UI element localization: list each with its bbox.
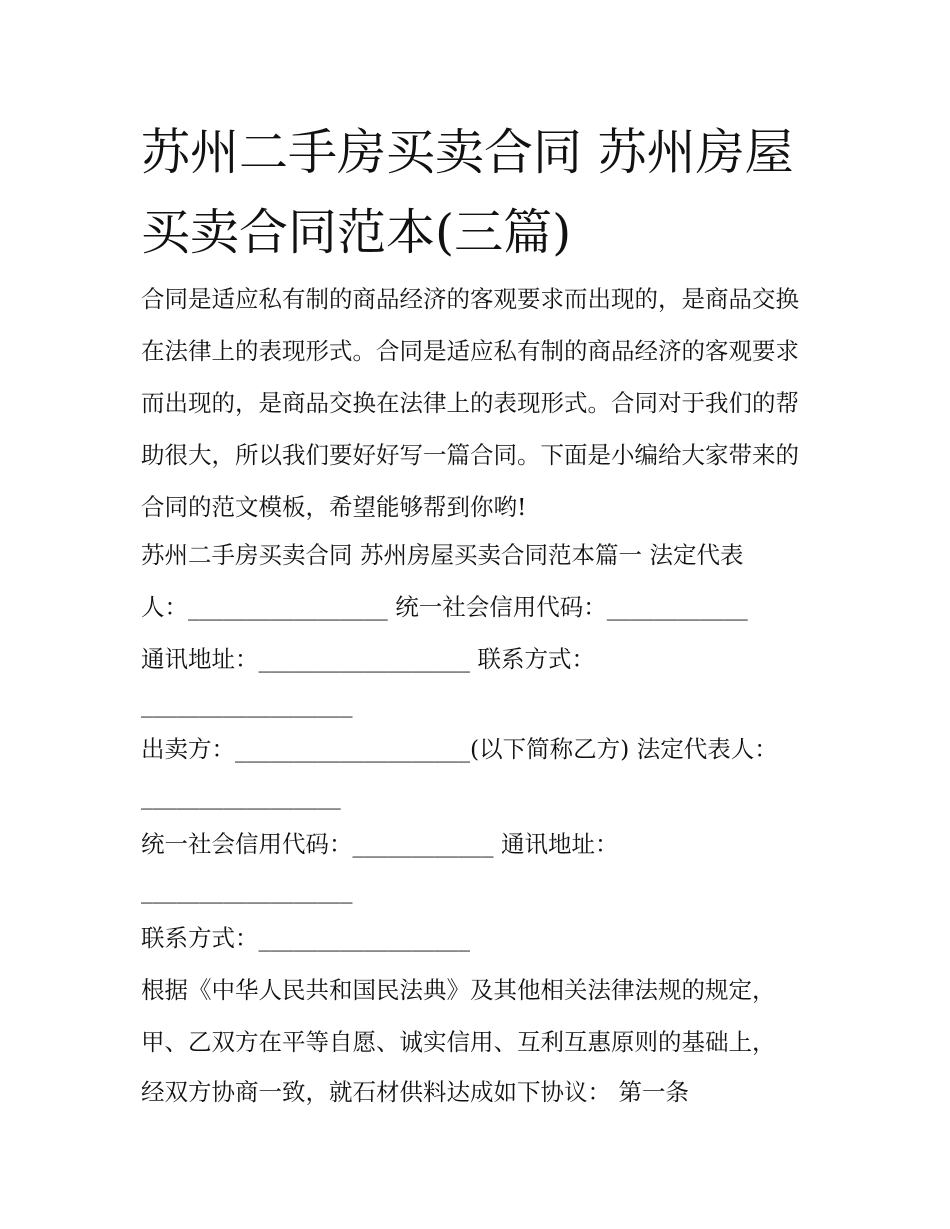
contract-line: 苏州二手房买卖合同 苏州房屋买卖合同范本篇一 法定代表 <box>141 541 744 569</box>
contract-line: 经双方协商一致，就石材供料达成如下协议： 第一条 <box>141 1078 689 1106</box>
contract-line: 通讯地址：__________________ 联系方式： <box>141 645 595 673</box>
contract-line: __________________ <box>141 876 353 904</box>
contract-line: 联系方式：__________________ <box>141 924 470 952</box>
contract-line: 出卖方：____________________(以下简称乙方) 法定代表人： <box>141 735 778 763</box>
intro-paragraph: 合同是适应私有制的商品经济的客观要求而出现的，是商品交换在法律上的表现形式。合同是适应私有制的商品经济的客观要求而出现的，是商品交换在法律上的表现形式。合同对于我们的帮助很大，所以我们要好好写一篇合同。下面是小编给大家带来的合同的范文模板，希望能够帮到你哟! <box>141 285 799 521</box>
contract-line: 甲、乙双方在平等自愿、诚实信用、互利互惠原则的基础上， <box>141 1028 776 1056</box>
contract-line: __________________ <box>141 690 353 718</box>
contract-line: 根据《中华人民共和国民法典》及其他相关法律法规的规定， <box>141 976 776 1004</box>
contract-line: _________________ <box>141 782 341 810</box>
contract-line: 人：_________________ 统一社会信用代码：____________ <box>141 593 748 621</box>
contract-line: 统一社会信用代码：____________ 通讯地址： <box>141 830 619 858</box>
document-title: 苏州二手房买卖合同 苏州房屋买卖合同范本(三篇) <box>141 124 794 261</box>
